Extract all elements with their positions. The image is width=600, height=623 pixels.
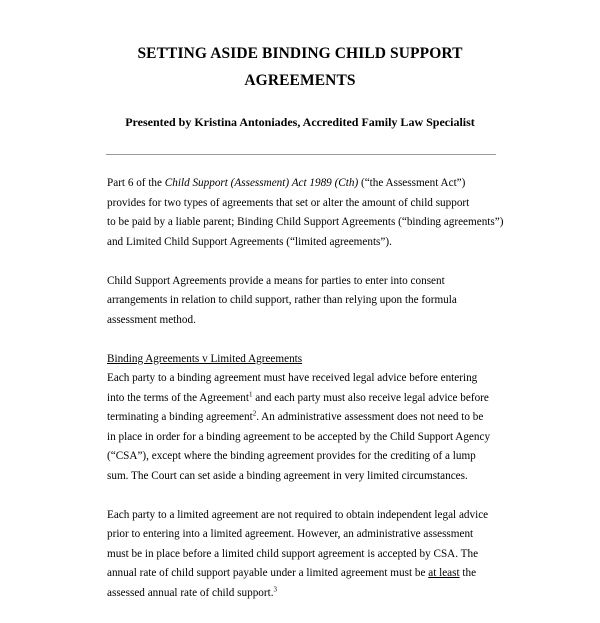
document-title — [0, 40, 600, 94]
title-line-2: AGREEMENTS — [244, 72, 356, 89]
section-binding-vs-limited — [107, 350, 502, 487]
document-body — [107, 174, 502, 623]
paragraph-line — [107, 584, 502, 604]
text-run: assessed annual rate of child support. — [107, 586, 274, 599]
section-heading: Binding Agreements v Limited Agreements — [107, 352, 303, 365]
paragraph-line — [107, 564, 502, 584]
paragraph-line: sum. The Court can set aside a binding agreement in very limited circumstances. — [107, 469, 468, 482]
footnote-ref-1[interactable]: 1 — [248, 389, 253, 398]
text-run: Part 6 of the — [107, 177, 165, 189]
paragraph-line: provides for two types of agreements that set or alter the amount of child support — [107, 196, 470, 209]
paragraph-line — [107, 408, 502, 428]
paragraph-assessment-act — [107, 174, 502, 252]
paragraph-line: arrangements in relation to child support, rather than relying upon the formula — [107, 294, 457, 306]
text-run: annual rate of child support payable under a limited agreement must be — [107, 567, 429, 579]
horizontal-rule — [106, 154, 496, 155]
paragraph-line: prior to entering into a limited agreement. However, an administrative assessment — [107, 528, 474, 540]
paragraph-line: (“CSA”), except where the binding agreement provides for the crediting of a lump — [107, 450, 476, 462]
text-run: into the terms of the Agreement — [107, 391, 249, 404]
title-line-1: SETTING ASIDE BINDING CHILD SUPPORT — [137, 45, 463, 62]
paragraph-limited-agreements — [107, 506, 502, 604]
emphasis-at-least: at least — [428, 567, 460, 579]
paragraph-line: must be in place before a limited child support agreement is accepted by CSA. The — [107, 547, 479, 560]
paragraph-line: Child Support Agreements provide a means for parties to enter into consent — [107, 274, 445, 287]
paragraph-line: Each party to a binding agreement must have received legal advice before entering — [107, 372, 478, 384]
text-run: and each party must also receive legal advice before — [252, 391, 489, 404]
paragraph-child-support-agreements — [107, 272, 502, 331]
paragraph-line: assessment method. — [107, 313, 196, 326]
paragraph-line: Each party to a limited agreement are not required to obtain independent legal advice — [107, 508, 489, 521]
paragraph-line: in place in order for a binding agreement to be accepted by the Child Support Agency — [107, 430, 491, 443]
presenter-line: Presented by Kristina Antoniades, Accredited Family Law Specialist — [125, 115, 475, 129]
footnote-ref-2[interactable]: 2 — [252, 409, 257, 418]
paragraph-line — [107, 174, 502, 194]
text-run: (“the Assessment Act”) — [358, 177, 466, 189]
paragraph-line: to be paid by a liable parent; Binding Child Support Agreements (“binding agreements”) — [107, 216, 504, 228]
text-run: terminating a binding agreement — [107, 411, 253, 423]
paragraph-binding-agreements — [107, 369, 502, 486]
act-citation: Child Support (Assessment) Act 1989 (Cth) — [164, 177, 359, 189]
paragraph-line: and Limited Child Support Agreements (“limited agreements”). — [107, 235, 392, 248]
footnote-ref-3[interactable]: 3 — [273, 584, 278, 593]
text-run: . An administrative assessment does not need to be — [256, 411, 484, 423]
paragraph-line — [107, 389, 502, 409]
text-run: the — [459, 567, 477, 579]
